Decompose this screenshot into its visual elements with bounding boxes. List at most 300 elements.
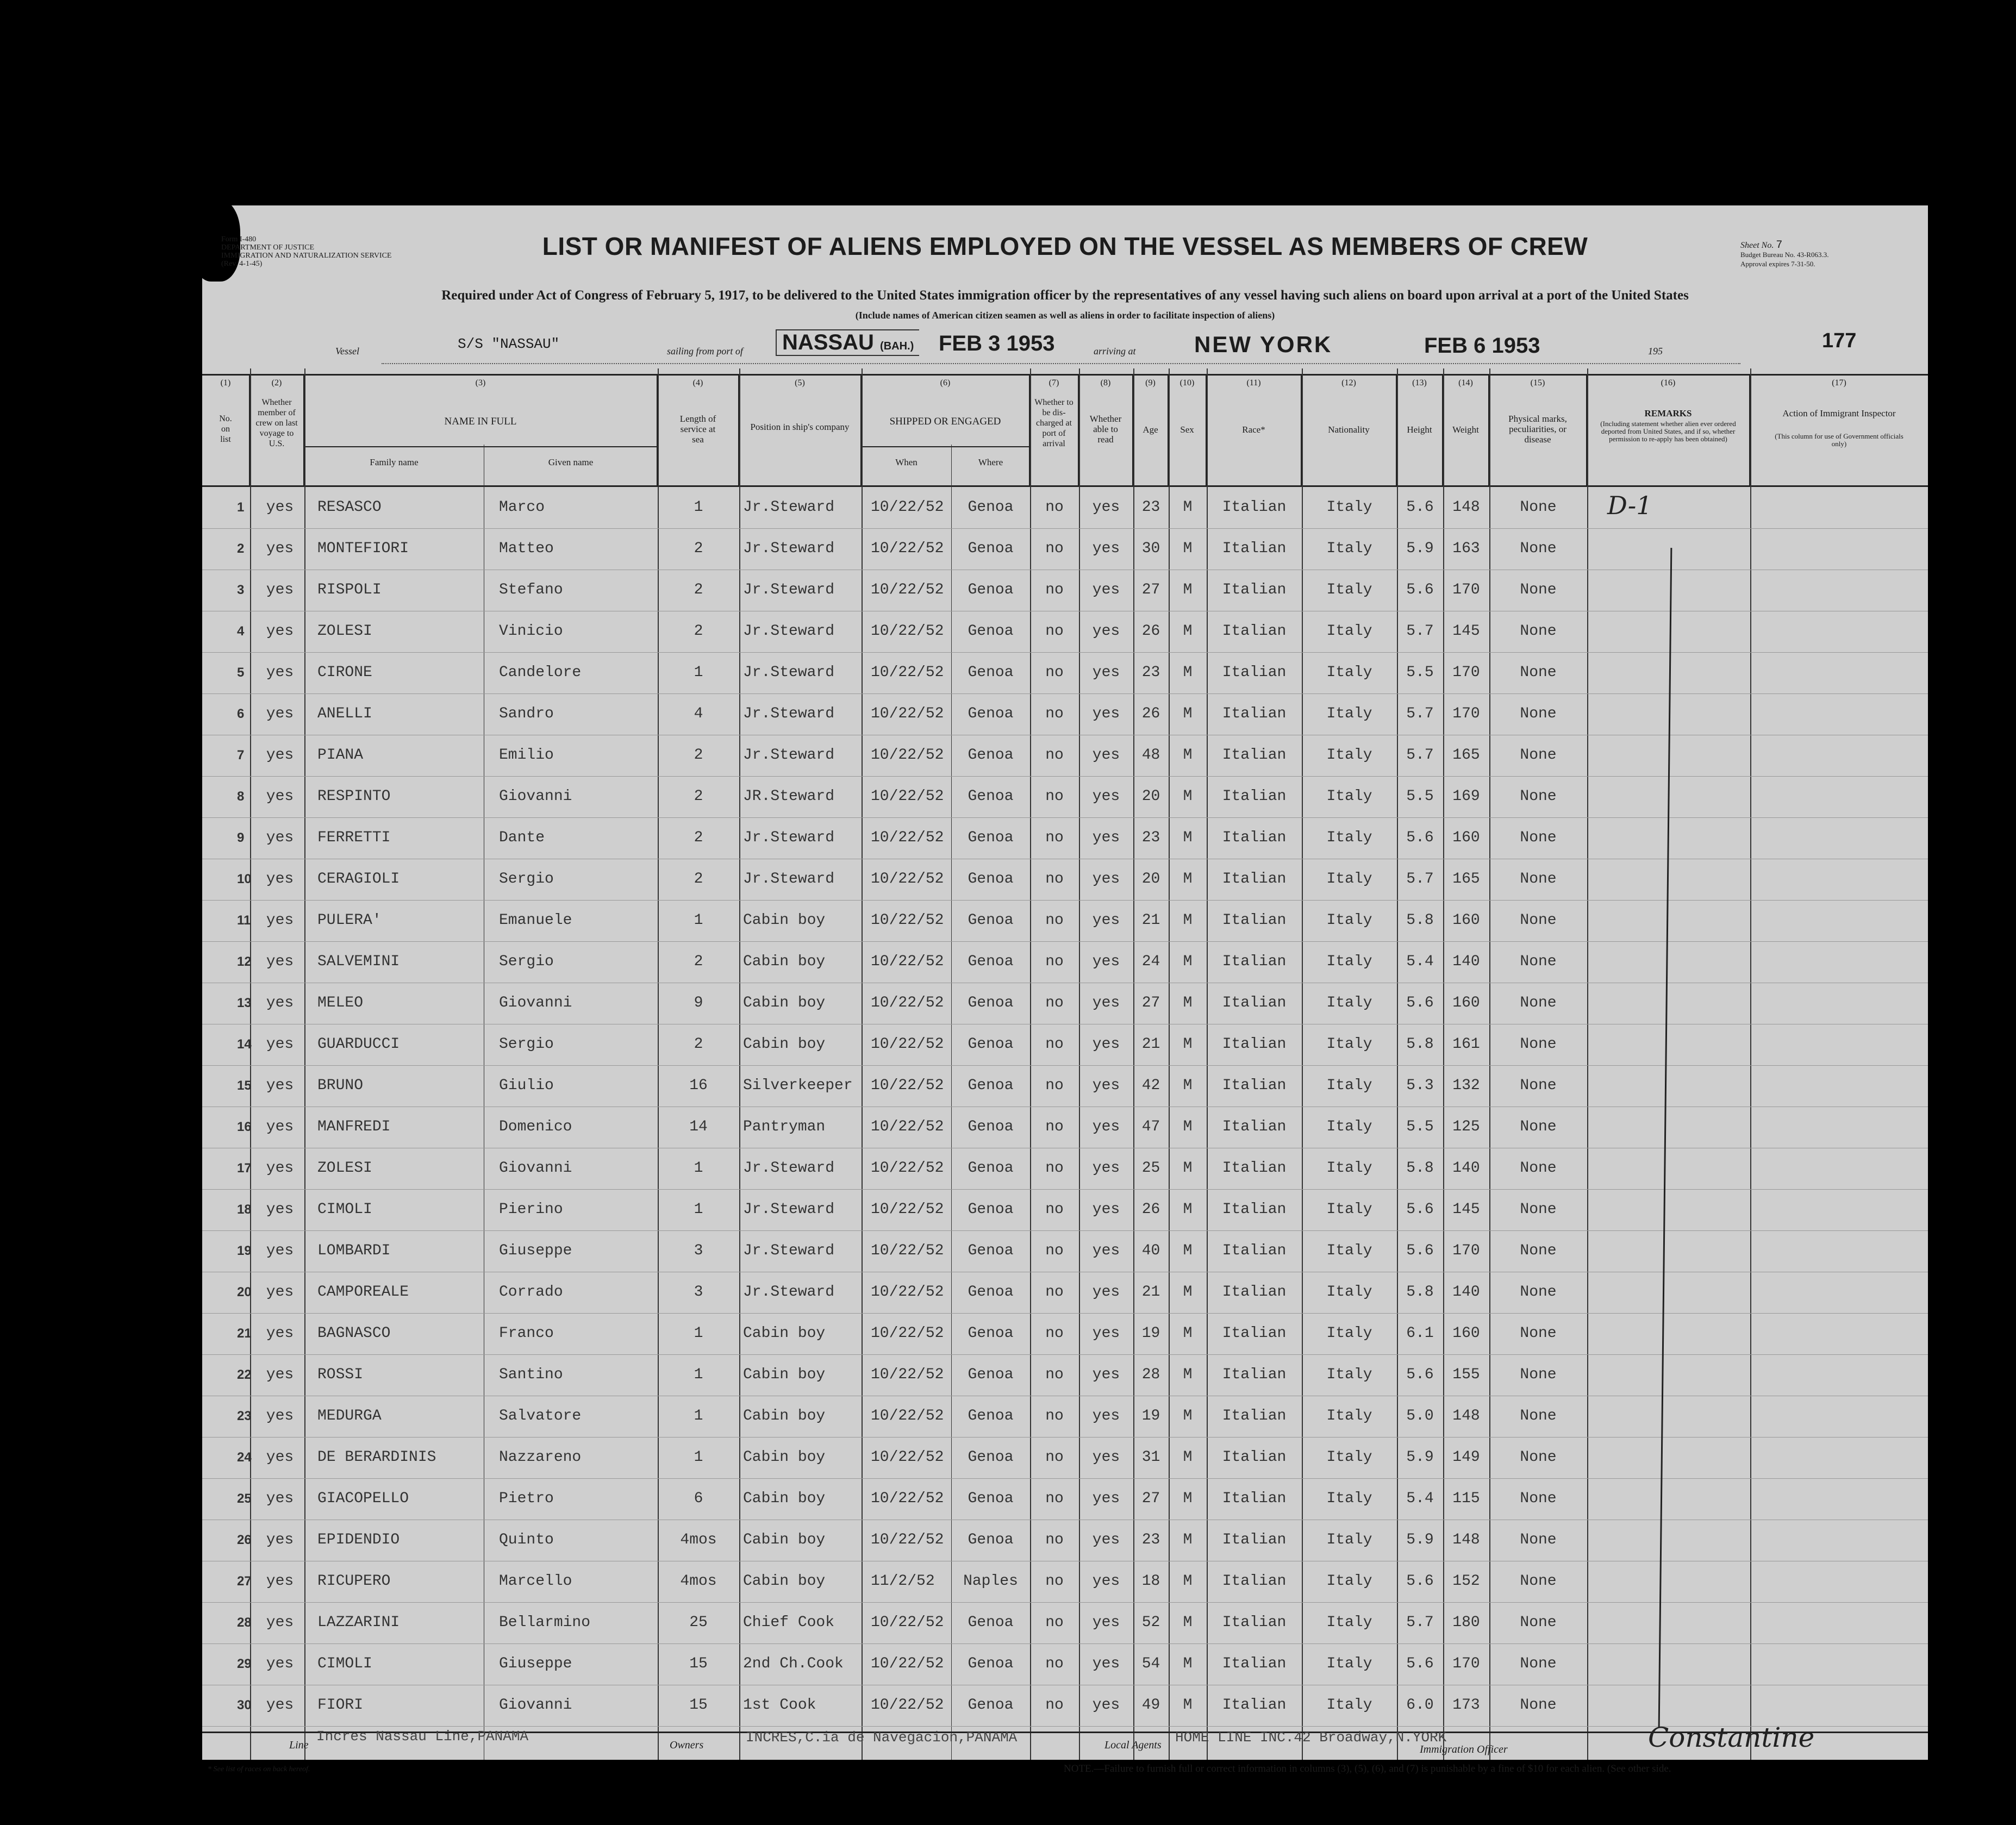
sail-date: FEB 3 1953: [939, 332, 1055, 355]
cell-age: 18: [1141, 1573, 1160, 1590]
cell-marks: None: [1520, 664, 1557, 681]
cell-family: ROSSI: [317, 1366, 364, 1383]
cell-race: Italian: [1222, 1408, 1287, 1424]
header-sub-family: Family name: [370, 457, 419, 467]
cell-race: Italian: [1222, 1573, 1287, 1590]
cell-service: 1: [694, 1201, 703, 1218]
form-dept: DEPARTMENT OF JUSTICE: [221, 243, 315, 252]
cell-disch: no: [1045, 1118, 1064, 1135]
cell-given: Domenico: [499, 1118, 572, 1135]
cell-when: 10/22/52: [871, 1118, 944, 1135]
cell-height: 5.4: [1406, 953, 1434, 970]
cell-weight: 115: [1452, 1490, 1480, 1507]
cell-position: Silverkeeper: [743, 1077, 853, 1094]
cell-family: ANELLI: [317, 705, 372, 722]
cell-position: Cabin boy: [743, 1490, 826, 1507]
cell-sex: M: [1183, 623, 1193, 640]
cell-given: Corrado: [499, 1284, 563, 1301]
cell-service: 1: [694, 1160, 703, 1177]
cell-height: 5.8: [1406, 1284, 1434, 1301]
cell-marks: None: [1520, 1118, 1557, 1135]
cell-age: 21: [1141, 912, 1160, 929]
cell-when: 10/22/52: [871, 871, 944, 888]
header-num: (10): [1179, 378, 1195, 388]
cell-height: 5.6: [1406, 499, 1434, 516]
cell-where: Genoa: [968, 664, 1014, 681]
cell-race: Italian: [1222, 664, 1287, 681]
cell-where: Genoa: [968, 1614, 1014, 1631]
cell-when: 10/22/52: [871, 1160, 944, 1177]
header-col-2: [250, 376, 304, 485]
cell-weight: 173: [1452, 1697, 1480, 1714]
cell-no: 9: [237, 830, 245, 845]
cell-nat: Italy: [1326, 705, 1372, 722]
cell-nat: Italy: [1326, 1655, 1372, 1672]
cell-last: yes: [266, 1532, 294, 1548]
document-title: LIST OR MANIFEST OF ALIENS EMPLOYED ON THE VESSEL AS MEMBERS OF CREW: [542, 232, 1588, 260]
cell-when: 10/22/52: [871, 1242, 944, 1259]
cell-weight: 170: [1452, 664, 1480, 681]
cell-age: 23: [1141, 1532, 1160, 1548]
cell-disch: no: [1045, 747, 1064, 764]
table-row: [202, 1189, 1928, 1231]
header-num: (14): [1458, 378, 1473, 388]
cell-position: Jr.Steward: [743, 540, 835, 557]
punch-hole: [132, 1271, 160, 1299]
cell-family: MELEO: [317, 995, 364, 1011]
cell-no: 13: [237, 996, 252, 1010]
header-label: REMARKS: [1644, 408, 1692, 418]
cell-height: 5.8: [1406, 912, 1434, 929]
cell-service: 4mos: [680, 1532, 717, 1548]
cell-marks: None: [1520, 871, 1557, 888]
cell-disch: no: [1045, 1614, 1064, 1631]
cell-weight: 161: [1452, 1036, 1480, 1053]
cell-sex: M: [1183, 582, 1193, 598]
cell-when: 10/22/52: [871, 1655, 944, 1672]
cell-weight: 145: [1452, 623, 1480, 640]
year-suffix: 195: [1648, 346, 1663, 357]
cell-race: Italian: [1222, 788, 1287, 805]
cell-family: PIANA: [317, 747, 364, 764]
cell-sex: M: [1183, 953, 1193, 970]
cell-when: 10/22/52: [871, 1532, 944, 1548]
cell-given: Giovanni: [499, 995, 572, 1011]
cell-position: Jr.Steward: [743, 705, 835, 722]
cell-no: 12: [237, 954, 252, 969]
cell-sex: M: [1183, 499, 1193, 516]
cell-disch: no: [1045, 1366, 1064, 1383]
cell-age: 26: [1141, 705, 1160, 722]
cell-marks: None: [1520, 1325, 1557, 1342]
cell-family: CAMPOREALE: [317, 1284, 409, 1301]
cell-sex: M: [1183, 1325, 1193, 1342]
cell-read: yes: [1092, 1490, 1120, 1507]
header-col-14: [1443, 376, 1489, 485]
cell-nat: Italy: [1326, 1532, 1372, 1548]
cell-disch: no: [1045, 1697, 1064, 1714]
cell-no: 23: [237, 1409, 252, 1423]
cell-given: Giulio: [499, 1077, 554, 1094]
cell-age: 31: [1141, 1449, 1160, 1466]
cell-where: Genoa: [968, 1408, 1014, 1424]
header-col-7: [1030, 376, 1079, 485]
cell-nat: Italy: [1326, 1697, 1372, 1714]
approval-expires: Approval expires 7-31-50.: [1740, 260, 1815, 268]
header-col-12: [1302, 376, 1397, 485]
cell-where: Genoa: [968, 582, 1014, 598]
cell-position: Jr.Steward: [743, 1242, 835, 1259]
cell-no: 2: [237, 541, 245, 556]
cell-family: GUARDUCCI: [317, 1036, 400, 1053]
cell-given: Emilio: [499, 747, 554, 764]
cell-given: Marco: [499, 499, 545, 516]
header-num: (6): [940, 378, 951, 388]
header-col-10: [1169, 376, 1207, 485]
cell-given: Santino: [499, 1366, 563, 1383]
cell-weight: 170: [1452, 1655, 1480, 1672]
cell-sex: M: [1183, 912, 1193, 929]
cell-where: Genoa: [968, 1697, 1014, 1714]
cell-weight: 145: [1452, 1201, 1480, 1218]
cell-height: 5.6: [1406, 1242, 1434, 1259]
cell-service: 2: [694, 540, 703, 557]
cell-nat: Italy: [1326, 664, 1372, 681]
cell-service: 4: [694, 705, 703, 722]
cell-position: Jr.Steward: [743, 623, 835, 640]
punch-hole: [132, 1693, 160, 1722]
cell-read: yes: [1092, 1325, 1120, 1342]
cell-race: Italian: [1222, 995, 1287, 1011]
table-row: [202, 1561, 1928, 1603]
cell-position: Jr.Steward: [743, 1284, 835, 1301]
cell-height: 5.7: [1406, 623, 1434, 640]
cell-disch: no: [1045, 953, 1064, 970]
cell-nat: Italy: [1326, 623, 1372, 640]
header-label: Whether to be dis-charged at port of arrival: [1034, 398, 1073, 448]
port-name: NASSAU: [782, 330, 874, 354]
cell-last: yes: [266, 540, 294, 557]
cell-when: 11/2/52: [871, 1573, 935, 1590]
cell-age: 40: [1141, 1242, 1160, 1259]
cell-marks: None: [1520, 829, 1557, 846]
table-row: [202, 941, 1928, 983]
cell-marks: None: [1520, 499, 1557, 516]
cell-when: 10/22/52: [871, 1077, 944, 1094]
cell-age: 47: [1141, 1118, 1160, 1135]
header-num: (11): [1246, 378, 1261, 388]
sheet-number: 7: [1776, 239, 1783, 252]
cell-disch: no: [1045, 1077, 1064, 1094]
cell-disch: no: [1045, 1408, 1064, 1424]
cell-weight: 140: [1452, 1284, 1480, 1301]
table-row: [202, 1065, 1928, 1107]
cell-read: yes: [1092, 829, 1120, 846]
cell-sex: M: [1183, 871, 1193, 888]
cell-where: Genoa: [968, 1325, 1014, 1342]
cell-nat: Italy: [1326, 912, 1372, 929]
punch-hole: [132, 1358, 160, 1386]
cell-service: 2: [694, 1036, 703, 1053]
cell-race: Italian: [1222, 1284, 1287, 1301]
cell-weight: 165: [1452, 871, 1480, 888]
cell-sex: M: [1183, 1366, 1193, 1383]
cell-given: Nazzareno: [499, 1449, 582, 1466]
cell-family: CERAGIOLI: [317, 871, 400, 888]
cell-marks: None: [1520, 1077, 1557, 1094]
cell-disch: no: [1045, 995, 1064, 1011]
cell-sex: M: [1183, 747, 1193, 764]
cell-last: yes: [266, 1284, 294, 1301]
cell-family: RISPOLI: [317, 582, 382, 598]
cell-disch: no: [1045, 1655, 1064, 1672]
cell-height: 5.6: [1406, 1201, 1434, 1218]
cell-race: Italian: [1222, 1201, 1287, 1218]
cell-last: yes: [266, 1036, 294, 1053]
footer-note: NOTE.—Failure to furnish full or correct information in columns (3), (5), (6), and (7) is punishable by a fine of $10 for each alien. (See other side.: [1064, 1763, 1671, 1774]
header-num: (7): [1048, 378, 1059, 388]
cell-service: 1: [694, 1408, 703, 1424]
cell-age: 21: [1141, 1284, 1160, 1301]
cell-marks: None: [1520, 1366, 1557, 1383]
cell-nat: Italy: [1326, 747, 1372, 764]
cell-last: yes: [266, 995, 294, 1011]
header-divider: [862, 446, 1030, 447]
header-num: (8): [1100, 378, 1111, 388]
header-num: (1): [220, 378, 231, 388]
cell-position: Cabin boy: [743, 995, 826, 1011]
header-num: (4): [692, 378, 703, 388]
cell-disch: no: [1045, 788, 1064, 805]
table-row: [202, 1313, 1928, 1355]
cell-sex: M: [1183, 1573, 1193, 1590]
cell-no: 30: [237, 1698, 252, 1712]
cell-nat: Italy: [1326, 582, 1372, 598]
cell-sex: M: [1183, 788, 1193, 805]
header-col-3: [304, 376, 658, 485]
cell-when: 10/22/52: [871, 1449, 944, 1466]
cell-height: 5.8: [1406, 1036, 1434, 1053]
cell-given: Bellarmino: [499, 1614, 591, 1631]
cell-service: 1: [694, 499, 703, 516]
cell-race: Italian: [1222, 1614, 1287, 1631]
departure-port: [776, 329, 919, 356]
cell-sex: M: [1183, 1532, 1193, 1548]
cell-sex: M: [1183, 1655, 1193, 1672]
cell-read: yes: [1092, 912, 1120, 929]
cell-last: yes: [266, 1242, 294, 1259]
cell-weight: 132: [1452, 1077, 1480, 1094]
header-col-8: [1079, 376, 1133, 485]
cell-nat: Italy: [1326, 540, 1372, 557]
cell-race: Italian: [1222, 540, 1287, 557]
cell-nat: Italy: [1326, 1284, 1372, 1301]
cell-last: yes: [266, 1201, 294, 1218]
cell-service: 2: [694, 582, 703, 598]
cell-position: Cabin boy: [743, 953, 826, 970]
cell-position: Cabin boy: [743, 1036, 826, 1053]
cell-given: Giuseppe: [499, 1242, 572, 1259]
cell-where: Genoa: [968, 912, 1014, 929]
cell-where: Genoa: [968, 1160, 1014, 1177]
cell-last: yes: [266, 1160, 294, 1177]
cell-service: 6: [694, 1490, 703, 1507]
cell-weight: 160: [1452, 995, 1480, 1011]
punch-hole: [132, 782, 160, 810]
cell-last: yes: [266, 1449, 294, 1466]
header-sub-when: When: [895, 457, 918, 467]
cell-last: yes: [266, 953, 294, 970]
cell-height: 5.5: [1406, 1118, 1434, 1135]
cell-last: yes: [266, 1655, 294, 1672]
cell-marks: None: [1520, 1697, 1557, 1714]
cell-age: 27: [1141, 1490, 1160, 1507]
header-label: Weight: [1452, 424, 1479, 435]
cell-no: 6: [237, 707, 245, 721]
cell-disch: no: [1045, 540, 1064, 557]
cell-last: yes: [266, 582, 294, 598]
cell-weight: 140: [1452, 953, 1480, 970]
officer-label: Immigration Officer: [1420, 1743, 1508, 1755]
table-row: [202, 1230, 1928, 1272]
cell-service: 2: [694, 871, 703, 888]
cell-age: 19: [1141, 1325, 1160, 1342]
officer-signature: Constantine: [1648, 1722, 1815, 1753]
arrival-port: NEW YORK: [1194, 332, 1333, 357]
cell-read: yes: [1092, 1614, 1120, 1631]
table-row: [202, 1643, 1928, 1685]
table-row: [202, 528, 1928, 570]
cell-where: Naples: [963, 1573, 1018, 1590]
cell-age: 21: [1141, 1036, 1160, 1053]
cell-family: RESPINTO: [317, 788, 391, 805]
header-num: (5): [795, 378, 805, 388]
cell-race: Italian: [1222, 871, 1287, 888]
vessel-name: S/S "NASSAU": [458, 336, 560, 352]
cell-age: 20: [1141, 788, 1160, 805]
cell-weight: 169: [1452, 788, 1480, 805]
cell-last: yes: [266, 1408, 294, 1424]
cell-last: yes: [266, 664, 294, 681]
cell-when: 10/22/52: [871, 747, 944, 764]
cell-where: Genoa: [968, 1242, 1014, 1259]
table-row: [202, 1685, 1928, 1727]
cell-where: Genoa: [968, 705, 1014, 722]
cell-weight: 148: [1452, 499, 1480, 516]
table-row: [202, 1437, 1928, 1479]
cell-no: 20: [237, 1285, 252, 1299]
cell-read: yes: [1092, 1573, 1120, 1590]
cell-family: MONTEFIORI: [317, 540, 409, 557]
cell-where: Genoa: [968, 1036, 1014, 1053]
cell-family: CIMOLI: [317, 1201, 372, 1218]
cell-position: Cabin boy: [743, 1449, 826, 1466]
header-num: (3): [475, 378, 486, 388]
cell-nat: Italy: [1326, 788, 1372, 805]
cell-race: Italian: [1222, 1490, 1287, 1507]
table-row: [202, 1272, 1928, 1314]
cell-race: Italian: [1222, 1118, 1287, 1135]
cell-marks: None: [1520, 1614, 1557, 1631]
cell-last: yes: [266, 912, 294, 929]
cell-where: Genoa: [968, 1449, 1014, 1466]
table-row: [202, 570, 1928, 611]
cell-weight: 170: [1452, 1242, 1480, 1259]
cell-service: 1: [694, 912, 703, 929]
cell-last: yes: [266, 788, 294, 805]
header-label: Race*: [1242, 424, 1265, 435]
cell-where: Genoa: [968, 953, 1014, 970]
cell-nat: Italy: [1326, 1573, 1372, 1590]
document-subnote: (Include names of American citizen seamen as well as aliens in order to facilitate inspection of aliens): [855, 310, 1275, 321]
cell-position: JR.Steward: [743, 788, 835, 805]
cell-disch: no: [1045, 1449, 1064, 1466]
cell-where: Genoa: [968, 1118, 1014, 1135]
cell-height: 5.5: [1406, 788, 1434, 805]
cell-no: 3: [237, 583, 245, 597]
cell-height: 5.9: [1406, 1532, 1434, 1548]
cell-disch: no: [1045, 1284, 1064, 1301]
cell-no: 22: [237, 1367, 252, 1382]
cell-no: 5: [237, 665, 245, 680]
header-label: Nationality: [1328, 424, 1370, 435]
header-col-9: [1133, 376, 1169, 485]
cell-service: 3: [694, 1242, 703, 1259]
cell-family: SALVEMINI: [317, 953, 400, 970]
cell-service: 9: [694, 995, 703, 1011]
cell-race: Italian: [1222, 623, 1287, 640]
cell-given: Emanuele: [499, 912, 572, 929]
cell-family: FIORI: [317, 1697, 364, 1714]
cell-race: Italian: [1222, 1449, 1287, 1466]
header-num: (15): [1530, 378, 1545, 388]
cell-where: Genoa: [968, 1490, 1014, 1507]
cell-weight: 125: [1452, 1118, 1480, 1135]
cell-position: Jr.Steward: [743, 1201, 835, 1218]
cell-position: Jr.Steward: [743, 829, 835, 846]
cell-position: Jr.Steward: [743, 1160, 835, 1177]
cell-sex: M: [1183, 1408, 1193, 1424]
table-row: [202, 1602, 1928, 1644]
header-col-17: [1750, 376, 1928, 485]
cell-when: 10/22/52: [871, 1490, 944, 1507]
cell-no: 1: [237, 500, 245, 515]
header-label: Height: [1407, 424, 1432, 435]
cell-family: DE BERARDINIS: [317, 1449, 436, 1466]
cell-disch: no: [1045, 1573, 1064, 1590]
cell-weight: 160: [1452, 912, 1480, 929]
header-sub-given: Given name: [548, 457, 594, 467]
cell-last: yes: [266, 871, 294, 888]
cell-disch: no: [1045, 582, 1064, 598]
cell-height: 6.1: [1406, 1325, 1434, 1342]
cell-height: 5.5: [1406, 664, 1434, 681]
cell-nat: Italy: [1326, 1118, 1372, 1135]
cell-last: yes: [266, 499, 294, 516]
table-row: [202, 1396, 1928, 1438]
cell-no: 18: [237, 1202, 252, 1217]
cell-position: Cabin boy: [743, 1573, 826, 1590]
cell-race: Italian: [1222, 912, 1287, 929]
cell-no: 15: [237, 1078, 252, 1093]
cell-disch: no: [1045, 623, 1064, 640]
cell-last: yes: [266, 1697, 294, 1714]
cell-sex: M: [1183, 1118, 1193, 1135]
cell-read: yes: [1092, 582, 1120, 598]
cell-when: 10/22/52: [871, 912, 944, 929]
cell-sex: M: [1183, 1160, 1193, 1177]
cell-nat: Italy: [1326, 1201, 1372, 1218]
